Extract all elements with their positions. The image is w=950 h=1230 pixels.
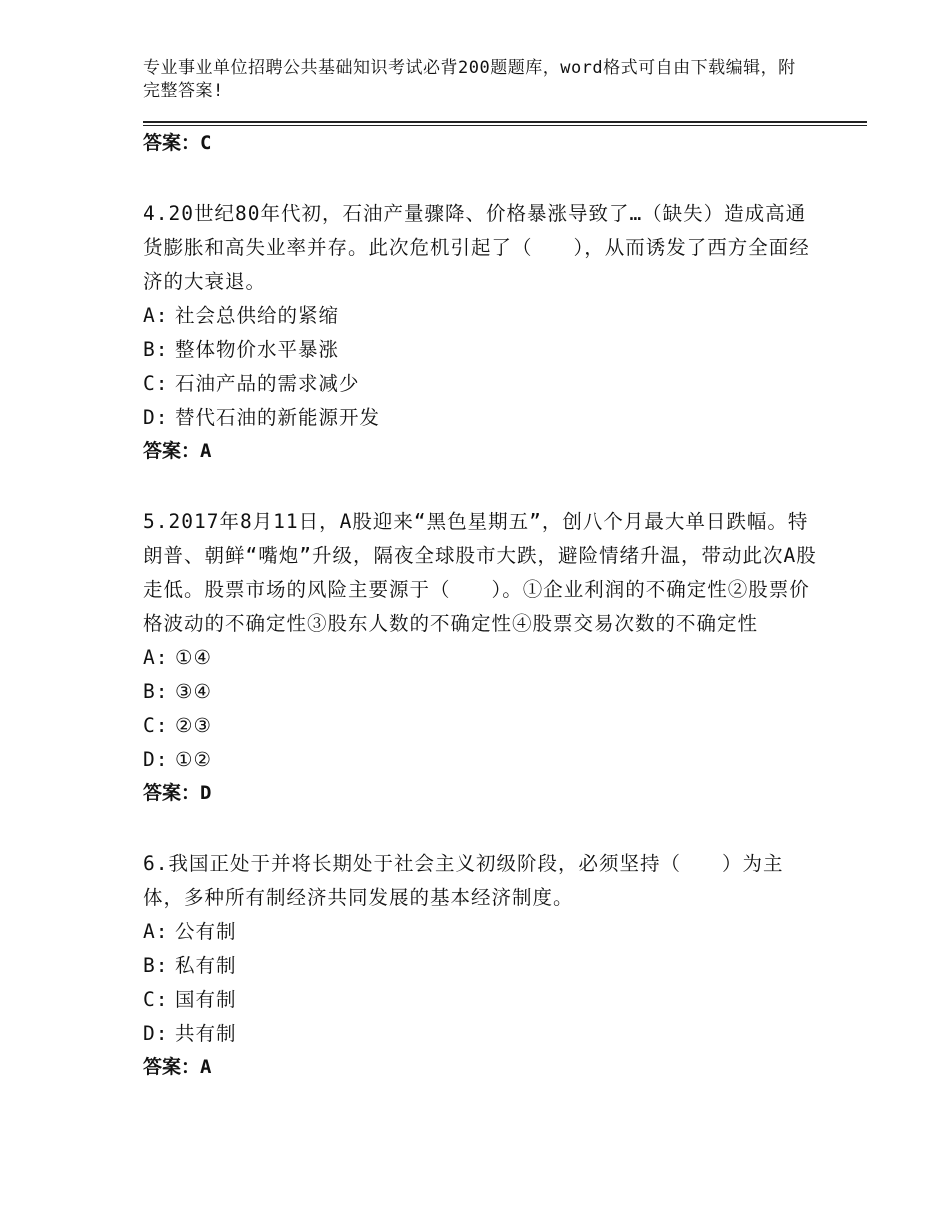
question-answer: 答案：A	[143, 440, 212, 462]
option-d	[143, 1017, 823, 1051]
option-d	[143, 743, 823, 777]
question-text: 4.20世纪80年代初，石油产量骤降、价格暴涨导致了…（缺失）造成高通货膨胀和高失业率并存。此次危机引起了（ ），从而诱发了西方全面经济的大衰退。	[143, 202, 810, 293]
option-text: ③④	[175, 680, 212, 703]
option-letter: D:	[143, 406, 169, 429]
question-answer: 答案：D	[143, 782, 212, 804]
page-header	[143, 57, 803, 103]
option-d	[143, 401, 823, 435]
option-c	[143, 983, 823, 1017]
option-letter: A:	[143, 920, 169, 943]
option-letter: C:	[143, 372, 169, 395]
option-letter: C:	[143, 714, 169, 737]
option-b	[143, 333, 823, 367]
header-rule-thin	[143, 125, 867, 126]
option-text: 公有制	[175, 920, 237, 943]
option-text: ①④	[175, 646, 212, 669]
question-4	[143, 197, 823, 468]
option-c	[143, 367, 823, 401]
option-letter: C:	[143, 988, 169, 1011]
option-letter: B:	[143, 338, 169, 361]
option-letter: D:	[143, 748, 169, 771]
question-answer: 答案：A	[143, 1056, 212, 1078]
option-c	[143, 709, 823, 743]
header-rule-thick	[143, 121, 867, 123]
option-letter: A:	[143, 304, 169, 327]
option-letter: B:	[143, 954, 169, 977]
option-text: 国有制	[175, 988, 237, 1011]
option-letter: D:	[143, 1022, 169, 1045]
option-text: 私有制	[175, 954, 237, 977]
option-text: 社会总供给的紧缩	[175, 304, 340, 327]
option-a	[143, 299, 823, 333]
document-body	[143, 127, 823, 1084]
option-text: 整体物价水平暴涨	[175, 338, 340, 361]
question-6	[143, 847, 823, 1084]
option-a	[143, 915, 823, 949]
question-text: 5.2017年8月11日，A股迎来“黑色星期五”，创八个月最大单日跌幅。特朗普、朝鲜“嘴炮”升级，隔夜全球股市大跌，避险情绪升温，带动此次A股走低。股票市场的风险主要源于（ ）。①企业利润的不确定性②股票价格波动的不确定性③股东人数的不确定性④股票交易次数的不确定性	[143, 510, 817, 635]
option-b	[143, 949, 823, 983]
option-text: 共有制	[175, 1022, 237, 1045]
option-letter: A:	[143, 646, 169, 669]
question-text: 6.我国正处于并将长期处于社会主义初级阶段，必须坚持（ ）为主体，多种所有制经济共同发展的基本经济制度。	[143, 852, 784, 909]
option-text: 石油产品的需求减少	[175, 372, 360, 395]
option-text: 替代石油的新能源开发	[175, 406, 381, 429]
option-letter: B:	[143, 680, 169, 703]
previous-answer: 答案：C	[143, 132, 212, 154]
option-text: ①②	[175, 748, 212, 771]
option-a	[143, 641, 823, 675]
option-b	[143, 675, 823, 709]
option-text: ②③	[175, 714, 212, 737]
header-title: 专业事业单位招聘公共基础知识考试必背200题题库，word格式可自由下载编辑，附完整答案!	[143, 58, 796, 101]
question-5	[143, 505, 823, 810]
